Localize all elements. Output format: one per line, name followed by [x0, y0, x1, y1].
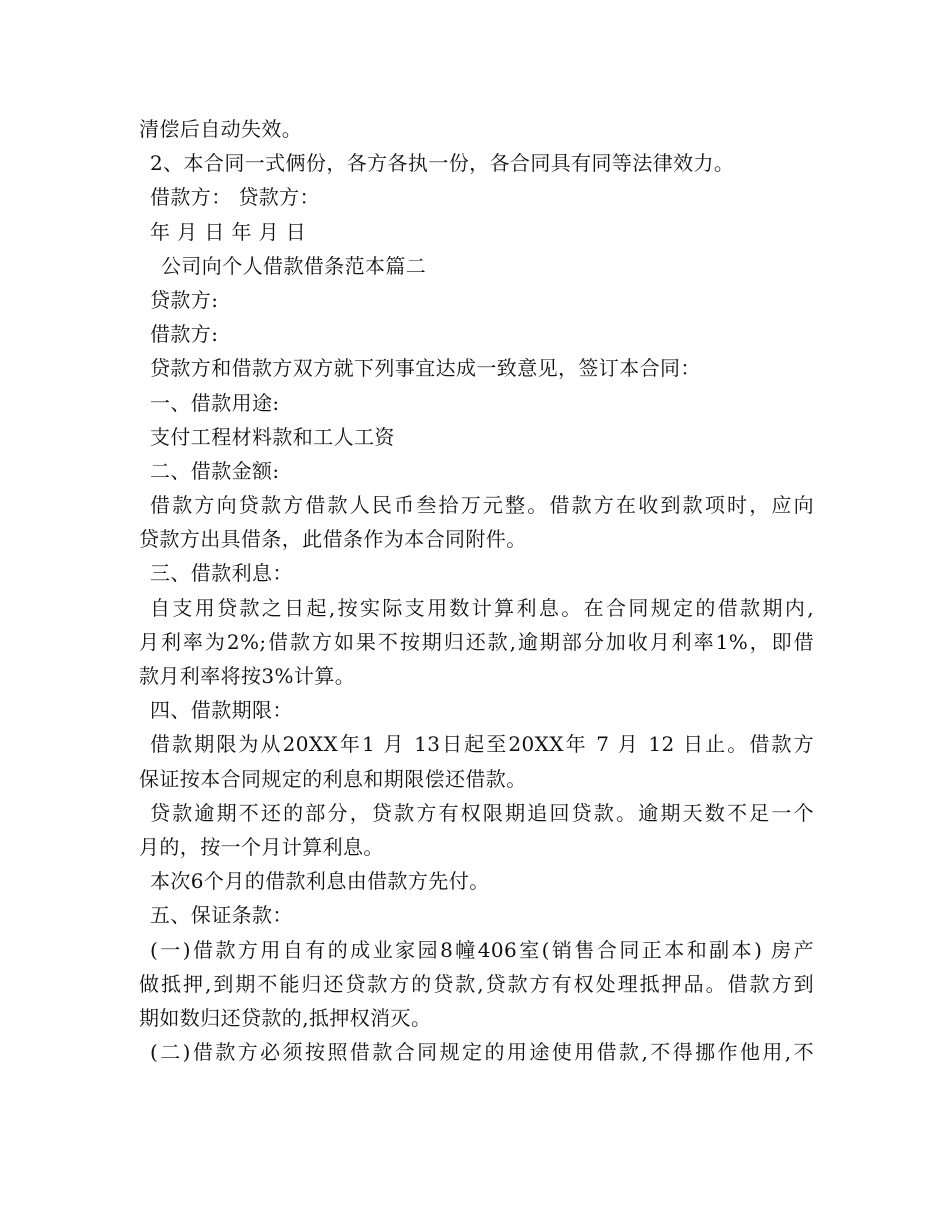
text-line: 款月利率将按3%计算。 — [139, 664, 356, 688]
text-line: 做抵押,到期不能归还贷款方的贷款,贷款方有权处理抵押品。借款方到 — [139, 971, 814, 996]
text-line: 三、借款利息： — [150, 561, 293, 586]
text-line: 自支用贷款之日起,按实际支用数计算利息。在合同规定的借款期内, — [150, 595, 814, 620]
contract-body-text — [139, 112, 814, 1069]
text-line: 月利率为2%;借款方如果不按期归还款,逾期部分加收月利率1%，即借 — [139, 629, 814, 654]
text-line: 2、本合同一式俩份，各方各执一份，各合同具有同等法律效力。 — [150, 151, 735, 176]
text-line: 年 月 日 年 月 日 — [150, 219, 307, 244]
text-line: 公司向个人借款借条范本篇二 — [161, 253, 427, 278]
text-line: (二)借款方必须按照借款合同规定的用途使用借款,不得挪作他用,不 — [150, 1040, 814, 1065]
text-line: 借款方向贷款方借款人民币叁拾万元整。借款方在收到款项时，应向 — [150, 493, 814, 518]
text-line: 本次6个月的借款利息由借款方先付。 — [150, 869, 490, 894]
text-line: 保证按本合同规定的利息和期限偿还借款。 — [139, 766, 527, 791]
text-line: 贷款逾期不还的部分，贷款方有权限期追回贷款。逾期天数不足一个 — [150, 800, 814, 825]
text-line: 期如数归还贷款的,抵押权消灭。 — [139, 1005, 432, 1030]
text-line: 借款方: — [150, 322, 219, 347]
text-line: 一、借款用途: — [150, 390, 280, 415]
text-line: 月的，按一个月计算利息。 — [139, 834, 384, 859]
text-line: 贷款方和借款方双方就下列事宜达成一致意见，签订本合同： — [150, 356, 701, 381]
text-line: 四、借款期限： — [150, 698, 293, 723]
text-line: 借款期限为从20XX年1 月 13日起至20XX年 7 月 12 日止。借款方 — [150, 732, 814, 757]
text-line: (一)借款方用自有的成业家园8幢406室(销售合同正本和副本) 房产 — [150, 937, 814, 962]
text-line: 二、借款金额: — [150, 458, 280, 483]
text-line: 五、保证条款： — [150, 903, 293, 928]
text-line: 贷款方: — [150, 287, 219, 312]
text-line: 清偿后自动失效。 — [139, 117, 303, 141]
text-line: 贷款方出具借条，此借条作为本合同附件。 — [139, 527, 527, 552]
text-line: 支付工程材料款和工人工资 — [150, 424, 395, 449]
text-line: 借款方： 贷款方： — [150, 185, 320, 210]
